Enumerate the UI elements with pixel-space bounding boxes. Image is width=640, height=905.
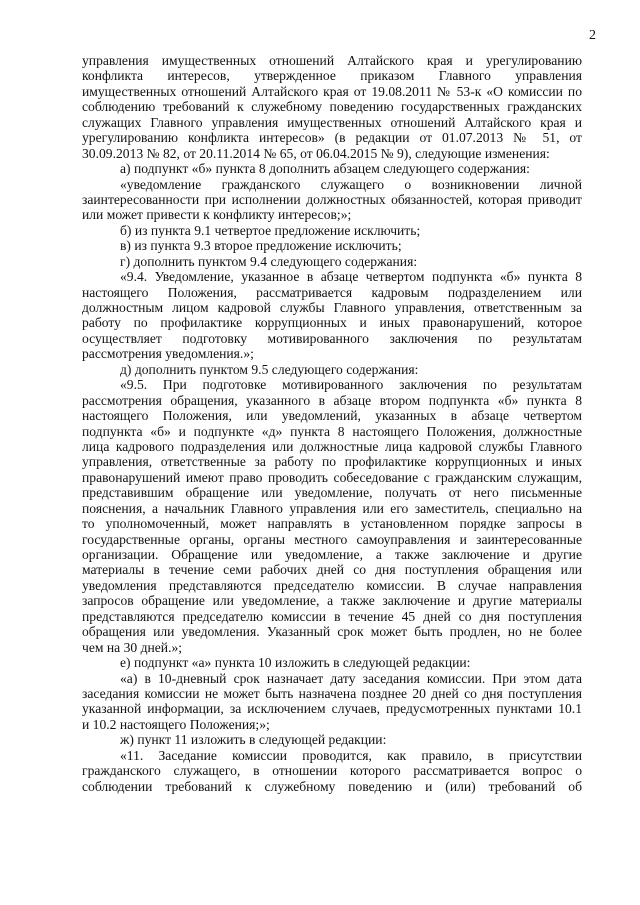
text-line: то уполномоченный, может направлять в установленном порядке запросы в	[82, 516, 582, 532]
text-line: обращения или уведомления. Указанный срок может быть продлен, но не более	[82, 624, 582, 640]
text-line: соблюдении требований к служебному поведению и (или) требований об	[82, 778, 582, 794]
text-line: «11. Заседание комиссии проводится, как правило, в присутствии	[120, 747, 582, 763]
text-line: 30.09.2013 № 82, от 20.11.2014 № 65, от 06.04.2015 № 9), следующие изменения:	[82, 145, 550, 161]
text-line: государственные органы, органы местного самоуправления и заинтересованные	[82, 531, 582, 547]
text-line: а) подпункт «б» пункта 8 дополнить абзацем следующего содержания:	[120, 161, 530, 177]
text-line: материалы в течение семи рабочих дней со дня поступления обращения или	[82, 562, 582, 578]
text-line: представляются председателю комиссии в течение 45 дней со дня поступления	[82, 608, 582, 624]
text-line: г) дополнить пунктом 9.4 следующего содержания:	[120, 253, 418, 269]
text-line: «уведомление гражданского служащего о возникновении личной	[120, 176, 582, 192]
text-line: в) из пункта 9.3 второе предложение исключить;	[120, 238, 402, 254]
text-line: осуществляет подготовку мотивированного заключения по результатам	[82, 330, 582, 346]
text-line: заинтересованности при исполнении должностных обязанностей, которая приводит	[82, 191, 582, 207]
text-line: «а) в 10-дневный срок назначает дату заседания комиссии. При этом дата	[120, 670, 582, 686]
page-number: 2	[589, 28, 596, 43]
text-line: или может привести к конфликту интересов;»;	[82, 207, 352, 223]
text-line: представившим обращение или уведомление, получать от него письменные	[82, 485, 582, 501]
text-line: управления имущественных отношений Алтайского края и урегулированию	[82, 53, 582, 68]
text-line: чем на 30 дней.»;	[82, 639, 183, 655]
text-line: ж) пункт 11 изложить в следующей редакции:	[120, 732, 387, 748]
text-line: уведомления представляются председателю комиссии. В случае направления	[82, 577, 582, 593]
text-line: и 10.2 настоящего Положения;»;	[82, 716, 270, 732]
text-line: соблюдению требований к служебному поведению государственных гражданских	[82, 99, 582, 115]
text-line: гражданского служащего, в отношении которого рассматривается вопрос о	[82, 763, 582, 779]
text-line: имущественных отношений Алтайского края от 19.08.2011 № 53-к «О комиссии по	[82, 83, 582, 99]
text-line: лица кадрового подразделения или должностные лица кадровой службы Главного	[82, 438, 582, 454]
text-line: служащих Главного управления имущественных отношений Алтайского края и	[82, 114, 582, 130]
text-line: «9.5. При подготовке мотивированного заключения по результатам	[120, 377, 582, 393]
text-line: управления, ответственные за работу по профилактике коррупционных и иных	[82, 454, 582, 470]
text-line: правонарушений имеют право проводить собеседование с гражданским служащим,	[82, 469, 582, 485]
text-line: «9.4. Уведомление, указанное в абзаце четвертом подпункта «б» пункта 8	[120, 269, 582, 285]
text-line: настоящего Положения, или уведомлений, указанных в абзаце четвертом	[82, 408, 582, 424]
text-line: конфликта интересов, утвержденное приказом Главного управления	[82, 68, 582, 84]
text-line: указанной информации, за исключением случаев, предусмотренных пунктами 10.1	[82, 701, 582, 717]
text-line: д) дополнить пунктом 9.5 следующего содержания:	[120, 361, 419, 377]
text-line: должностным лицом кадровой службы Главного управления, ответственным за	[82, 300, 582, 315]
text-line: настоящего Положения, рассматривается кадровым подразделением или	[82, 284, 582, 300]
text-line: запросов обращение или уведомление, а также заключение и другие материалы	[82, 593, 582, 609]
text-line: е) подпункт «а» пункта 10 изложить в следующей редакции:	[120, 655, 471, 671]
text-line: заседания комиссии не может быть назначена позднее 20 дней со дня поступления	[82, 685, 582, 701]
text-line: б) из пункта 9.1 четвертое предложение исключить;	[120, 222, 421, 238]
document-body	[82, 53, 582, 794]
text-line: рассмотрения обращения, указанного в абзаце втором подпункта «б» пункта 8	[82, 392, 582, 408]
text-line: подпункта «б» и подпункте «д» пункта 8 настоящего Положения, должностные	[82, 423, 582, 439]
text-line: работу по профилактике коррупционных и иных правонарушений, которое	[82, 315, 582, 331]
text-line: организации. Обращение или уведомление, а также заключение и другие	[82, 547, 582, 562]
text-line: урегулированию конфликта интересов» (в редакции от 01.07.2013 № 51, от	[82, 130, 582, 146]
text-line: пояснения, а начальник Главного управления или его заместитель, специально на	[82, 500, 582, 516]
text-line: рассмотрения уведомления.»;	[82, 346, 254, 362]
